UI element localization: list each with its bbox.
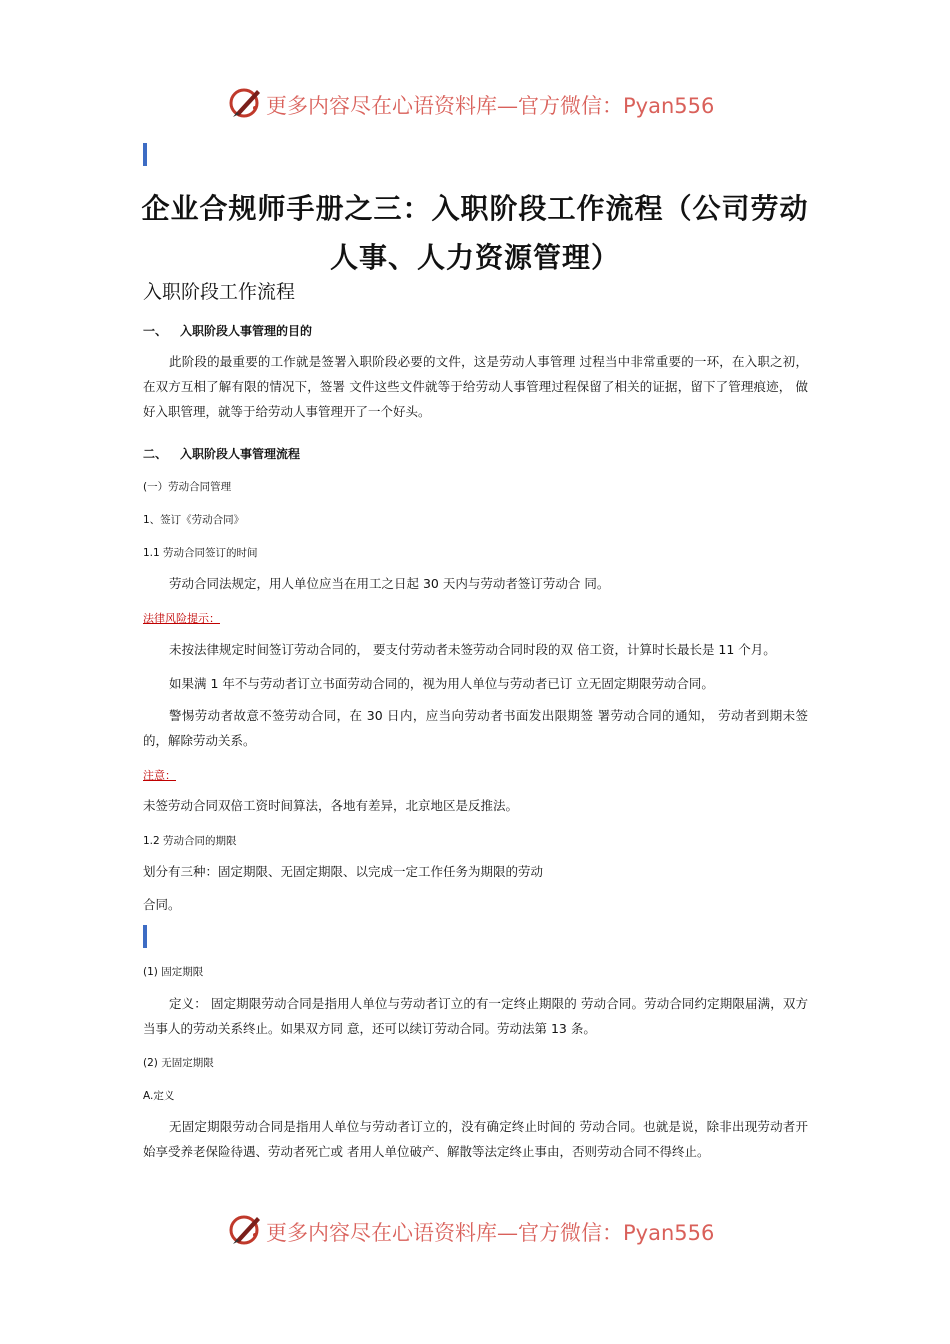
risk-paragraph-2: 如果满 1 年不与劳动者订立书面劳动合同的，视为用人单位与劳动者已订 立无固定期限劳动合同。 (169, 676, 714, 691)
item-contract-term: 1.2 劳动合同的期限 (143, 835, 237, 847)
note-paragraph: 未签劳动合同双倍工资时间算法，各地有差异，北京地区是反推法。 (143, 798, 519, 813)
section-marker-bar-2 (143, 925, 147, 948)
banner-text: 更多内容尽在心语资料库—官方微信：Pyan556 (266, 94, 715, 118)
unfixed-term-definition: 无固定期限劳动合同是指用人单位与劳动者订立的，没有确定终止时间的 劳动合同。也就是说，除非出现劳动者开始享受养老保险待遇、劳动者死亡或 者用人单位破产、解散等法定终止事由，否则劳动合同不得终止。 (143, 1119, 808, 1159)
paragraph-sign-time: 劳动合同法规定，用人单位应当在用工之日起 30 天内与劳动者签订劳动合 同。 (169, 576, 610, 591)
legal-risk-label: 法律风险提示： (143, 612, 220, 625)
section-marker-bar (143, 143, 147, 166)
note-label: 注意： (143, 769, 176, 782)
term-line-2: 合同。 (143, 897, 181, 912)
subtitle: 入职阶段工作流程 (143, 281, 296, 303)
section-1-heading (143, 322, 312, 339)
section-2-heading (143, 445, 300, 462)
page-title-line-1: 企业合规师手册之三：入职阶段工作流程（公司劳动 (141, 192, 809, 225)
fixed-term-definition: 定义： 固定期限劳动合同是指用人单位与劳动者订立的有一定终止期限的 劳动合同。劳动合同约定期限届满，双方当事人的劳动关系终止。如果双方同 意，还可以续订劳动合同。劳动法第 13 条。 (143, 996, 808, 1036)
risk-paragraph-3: 警惕劳动者故意不签劳动合同，在 30 日内，应当向劳动者书面发出限期签 署劳动合同的通知， 劳动者到期未签的，解除劳动关系。 (143, 708, 808, 748)
header-banner (0, 82, 950, 126)
section-2-number: 二、 (143, 447, 168, 461)
fixed-term-heading: (1) 固定期限 (143, 966, 204, 978)
footer-banner (0, 1209, 950, 1253)
section-1-paragraph: 此阶段的最重要的工作就是签署入职阶段必要的文件，这是劳动人事管理 过程当中非常重要的一环，在入职之初，在双方互相了解有限的情况下，签署 文件这些文件就等于给劳动人事管理过程保留了相关的证据，留下了管理痕迹， 做好入职管理，就等于给劳动人事管理开了一个好头。 (143, 354, 808, 419)
footer-banner-text: 更多内容尽在心语资料库—官方微信：Pyan556 (266, 1221, 715, 1245)
banner-wechat-id: Pyan556 (623, 94, 715, 118)
footer-banner-wechat-id: Pyan556 (623, 1221, 715, 1245)
subsection-contract-mgmt: (一）劳动合同管理 (143, 481, 232, 493)
unfixed-term-heading: (2) 无固定期限 (143, 1057, 214, 1069)
page-title-line-2: 人事、人力资源管理） (329, 241, 620, 274)
item-sign-contract: 1、签订《劳动合同》 (143, 514, 245, 526)
unfixed-term-definition-label: A.定义 (143, 1090, 175, 1102)
section-2-title: 入职阶段人事管理流程 (180, 447, 301, 461)
term-line-1: 划分有三种：固定期限、无固定期限、以完成一定工作任务为期限的劳动 (143, 864, 544, 879)
risk-paragraph-1: 未按法律规定时间签订劳动合同的， 要支付劳动者未签劳动合同时段的双 倍工资，计算时长最长是 11 个月。 (169, 642, 776, 657)
quill-pen-logo-icon (227, 1211, 265, 1249)
item-sign-time: 1.1 劳动合同签订的时间 (143, 547, 258, 559)
section-1-title: 入职阶段人事管理的目的 (180, 324, 313, 338)
quill-pen-logo-icon (227, 84, 265, 122)
section-1-number: 一、 (143, 324, 168, 338)
